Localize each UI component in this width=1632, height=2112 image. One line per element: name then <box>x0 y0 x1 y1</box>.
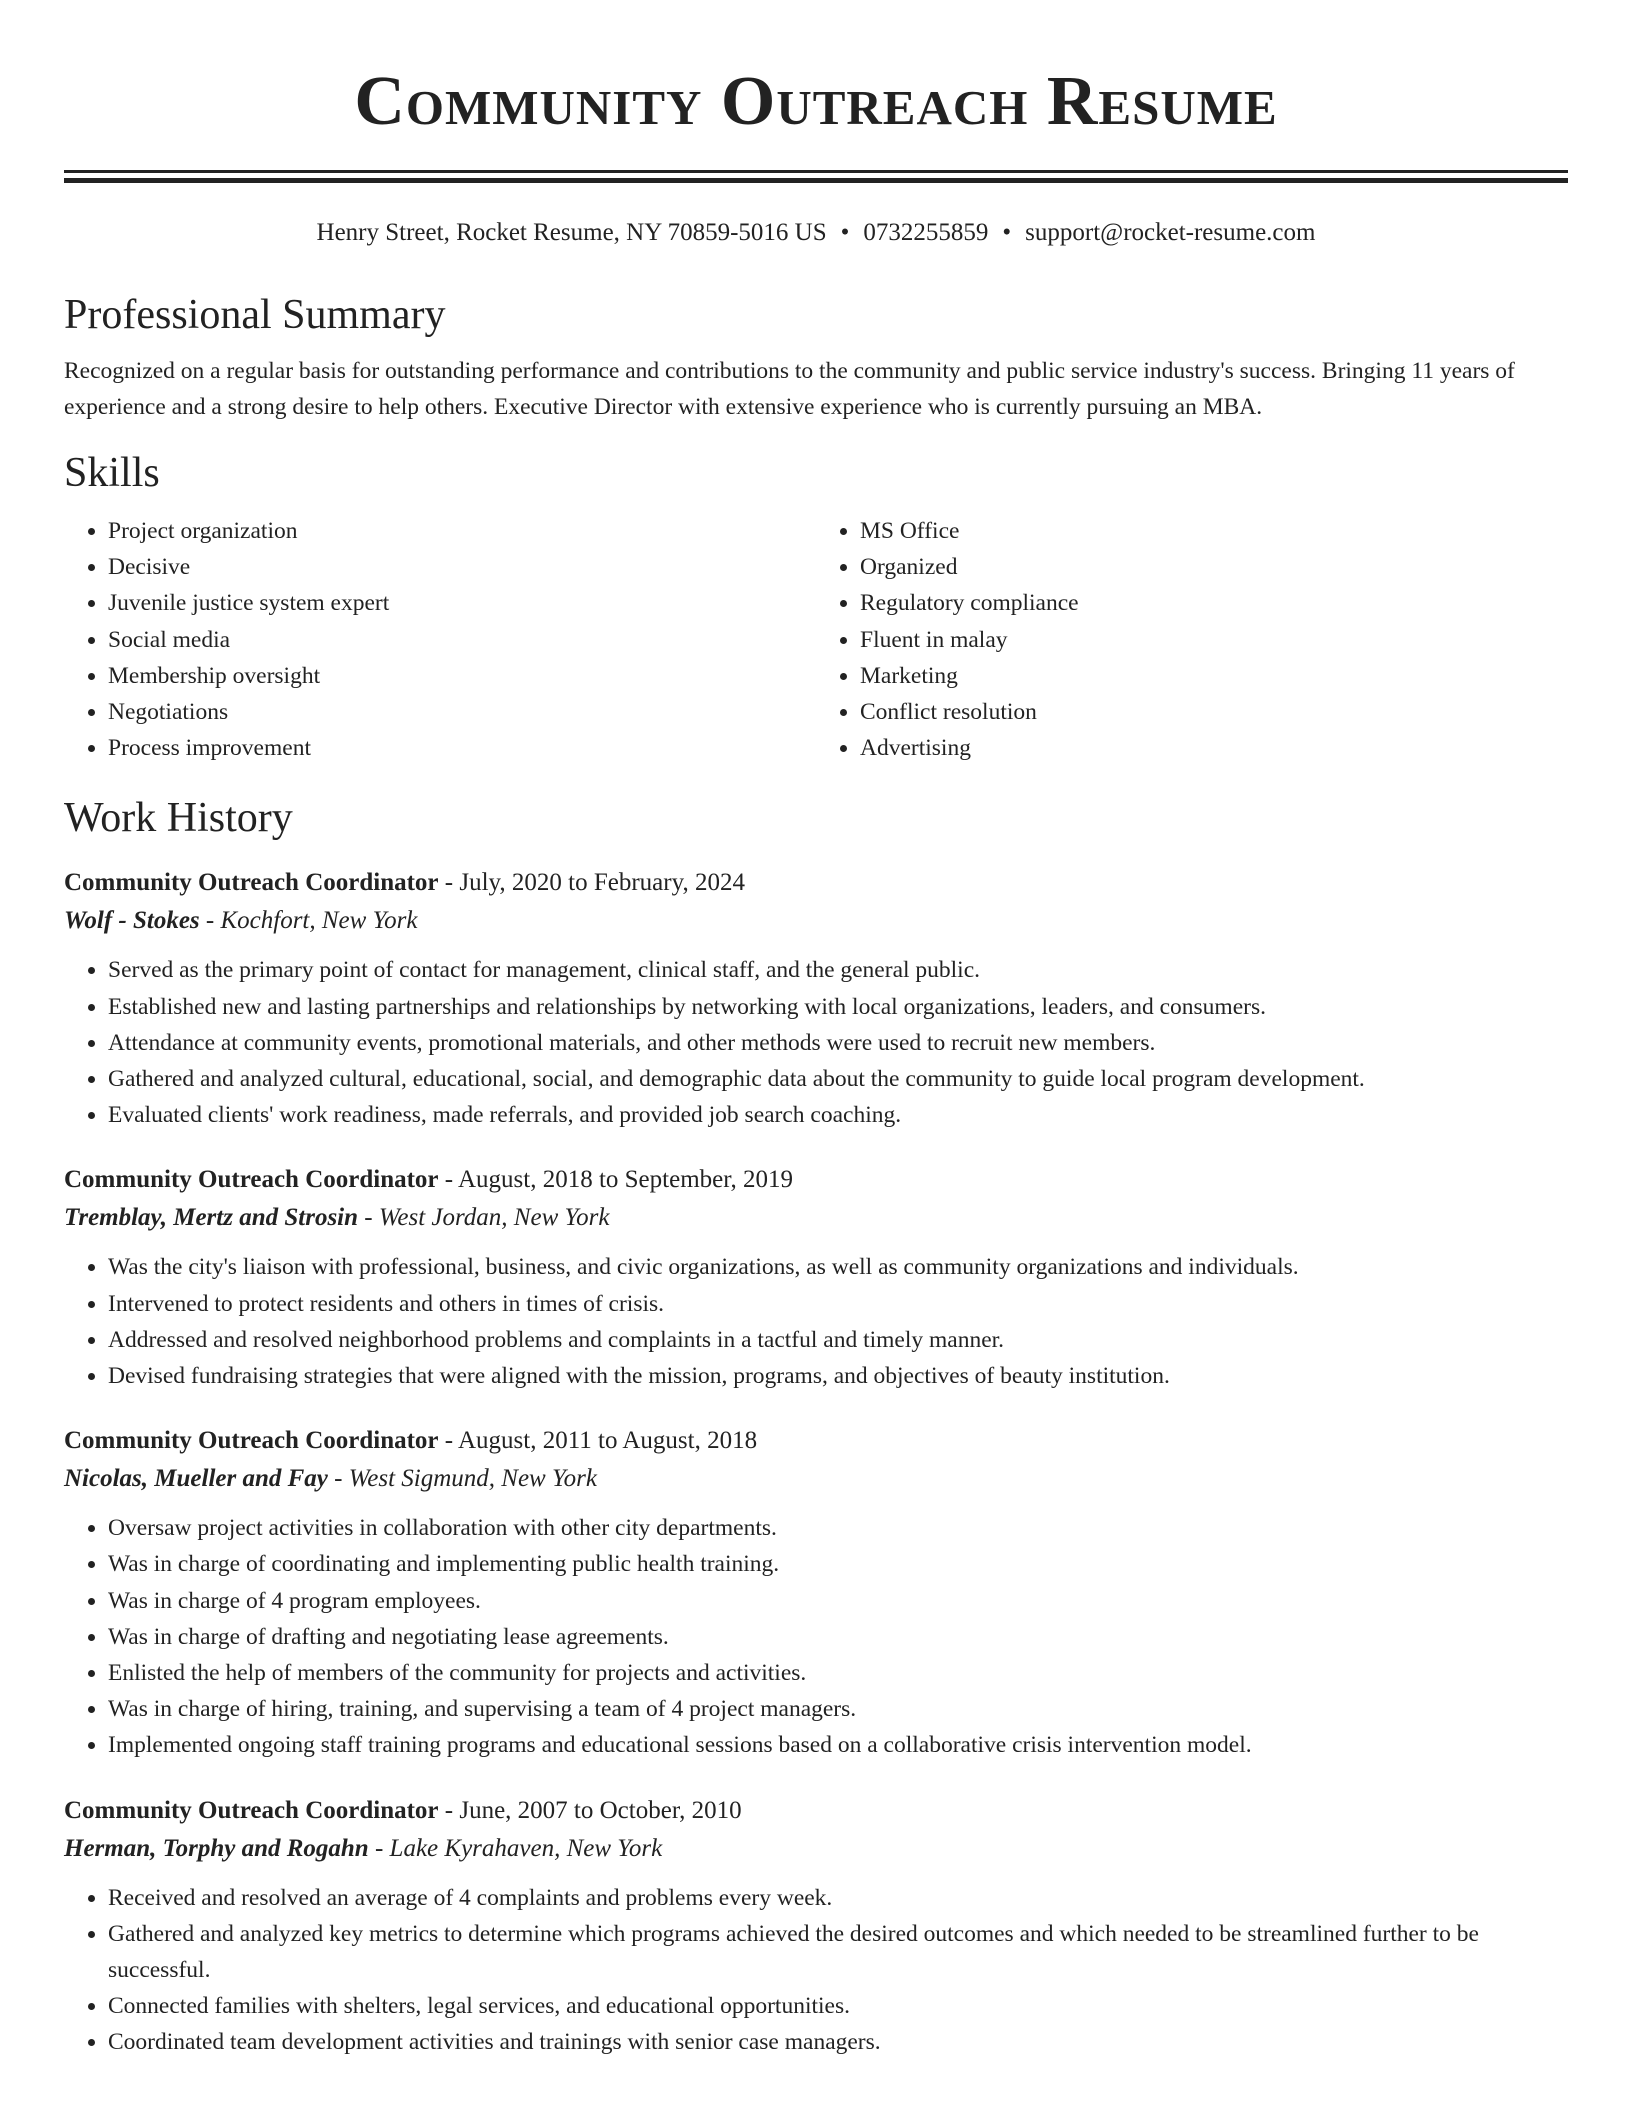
job-dates: - August, 2011 to August, 2018 <box>438 1427 758 1455</box>
job-bullet: • Connected families with shelters, legal services, and educational opportunities. <box>108 1988 1568 2024</box>
contact-line <box>64 217 1568 249</box>
skill-item: • Fluent in malay <box>860 622 1568 658</box>
job-bullet: • Was in charge of coordinating and implementing public health training. <box>108 1546 1568 1582</box>
skill-item: • Social media <box>108 622 816 658</box>
job-bullets <box>64 1249 1568 1394</box>
job-bullets <box>64 1880 1568 2061</box>
job-title-line <box>64 1161 1568 1199</box>
company-name: Tremblay, Mertz and Strosin <box>64 1204 359 1232</box>
company-line <box>64 1199 1568 1237</box>
job-bullet: • Established new and lasting partnerships and relationships by networking with local organizations, leaders, and consumers. <box>108 989 1568 1025</box>
contact-address: Henry Street, Rocket Resume, NY 70859-5016 US <box>316 219 827 246</box>
contact-email: support@rocket-resume.com <box>1025 219 1316 246</box>
job-title-line <box>64 1792 1568 1830</box>
job-bullet: • Implemented ongoing staff training programs and educational sessions based on a collaborative crisis intervention model. <box>108 1727 1568 1763</box>
company-name: Wolf - Stokes <box>64 907 200 935</box>
skill-item: • Project organization <box>108 513 816 549</box>
skill-item: • Process improvement <box>108 730 816 766</box>
skill-item: • Conflict resolution <box>860 694 1568 730</box>
skill-item: • Regulatory compliance <box>860 585 1568 621</box>
company-name: Nicolas, Mueller and Fay <box>64 1465 328 1493</box>
skill-item: • Juvenile justice system expert <box>108 585 816 621</box>
job-bullet: • Intervened to protect residents and others in times of crisis. <box>108 1286 1568 1322</box>
job-title-line <box>64 1422 1568 1460</box>
job-bullets <box>64 952 1568 1133</box>
job-bullet: • Served as the primary point of contact for management, clinical staff, and the general public. <box>108 952 1568 988</box>
job-bullet: • Enlisted the help of members of the community for projects and activities. <box>108 1655 1568 1691</box>
job-bullet: • Gathered and analyzed key metrics to determine which programs achieved the desired outcomes and which needed to be streamlined further to be successful. <box>108 1916 1568 1988</box>
skills-heading: Skills <box>64 450 160 496</box>
job-bullets <box>64 1510 1568 1763</box>
job-title: Community Outreach Coordinator <box>64 1166 439 1194</box>
summary-text: Recognized on a regular basis for outstanding performance and contributions to the community and public service industry's success. Bringing 11 years of experience and a strong desire to help others. Executive Director with extensive experience who is currently pursuing an MBA. <box>64 358 1515 420</box>
company-location: - West Sigmund, New York <box>327 1465 597 1493</box>
job-bullet: • Attendance at community events, promotional materials, and other methods were used to recruit new members. <box>108 1025 1568 1061</box>
job-bullet: • Was in charge of drafting and negotiating lease agreements. <box>108 1619 1568 1655</box>
job-bullet: • Received and resolved an average of 4 complaints and problems every week. <box>108 1880 1568 1916</box>
job-entry <box>64 1161 1568 1394</box>
job-bullet: • Evaluated clients' work readiness, made referrals, and provided job search coaching. <box>108 1097 1568 1133</box>
resume-title: Community Outreach Resume <box>354 63 1278 140</box>
company-line <box>64 1830 1568 1868</box>
job-dates: - August, 2018 to September, 2019 <box>438 1166 794 1194</box>
title-divider-bottom <box>64 178 1568 183</box>
skill-item: • Organized <box>860 549 1568 585</box>
company-location: - West Jordan, New York <box>358 1204 610 1232</box>
job-entry <box>64 1792 1568 2061</box>
job-bullet: • Was the city's liaison with professional, business, and civic organizations, as well as community organizations and individuals. <box>108 1249 1568 1285</box>
company-location: - Lake Kyrahaven, New York <box>368 1834 663 1862</box>
skills-list-right <box>816 513 1568 766</box>
skills-list-left <box>64 513 816 766</box>
skill-item: • Membership oversight <box>108 658 816 694</box>
job-title: Community Outreach Coordinator <box>64 1796 439 1824</box>
job-title: Community Outreach Coordinator <box>64 869 439 897</box>
summary-heading: Professional Summary <box>64 292 446 338</box>
company-name: Herman, Torphy and Rogahn <box>64 1834 369 1862</box>
job-bullet: • Devised fundraising strategies that were aligned with the mission, programs, and objectives of beauty institution. <box>108 1358 1568 1394</box>
company-location: - Kochfort, New York <box>199 907 418 935</box>
skills-grid <box>64 513 1568 766</box>
skill-item: • Marketing <box>860 658 1568 694</box>
job-entry <box>64 1422 1568 1763</box>
job-dates: - July, 2020 to February, 2024 <box>438 869 745 897</box>
work-history-heading: Work History <box>64 795 293 842</box>
title-divider-top <box>64 170 1568 173</box>
job-entry <box>64 864 1568 1133</box>
skill-item: • Negotiations <box>108 694 816 730</box>
job-bullet: • Oversaw project activities in collaboration with other city departments. <box>108 1510 1568 1546</box>
job-title-line <box>64 864 1568 902</box>
contact-separator: • <box>1002 219 1012 246</box>
job-dates: - June, 2007 to October, 2010 <box>438 1796 742 1824</box>
job-title: Community Outreach Coordinator <box>64 1427 439 1455</box>
company-line <box>64 902 1568 940</box>
job-bullet: • Was in charge of hiring, training, and supervising a team of 4 project managers. <box>108 1691 1568 1727</box>
job-bullet: • Coordinated team development activities and trainings with senior case managers. <box>108 2024 1568 2060</box>
contact-separator: • <box>840 219 850 246</box>
job-bullet: • Was in charge of 4 program employees. <box>108 1583 1568 1619</box>
company-line <box>64 1460 1568 1498</box>
skill-item: • Advertising <box>860 730 1568 766</box>
skill-item: • MS Office <box>860 513 1568 549</box>
job-bullet: • Addressed and resolved neighborhood problems and complaints in a tactful and timely manner. <box>108 1322 1568 1358</box>
contact-phone: 0732255859 <box>863 219 989 246</box>
job-bullet: • Gathered and analyzed cultural, educational, social, and demographic data about the community to guide local program development. <box>108 1061 1568 1097</box>
skill-item: • Decisive <box>108 549 816 585</box>
